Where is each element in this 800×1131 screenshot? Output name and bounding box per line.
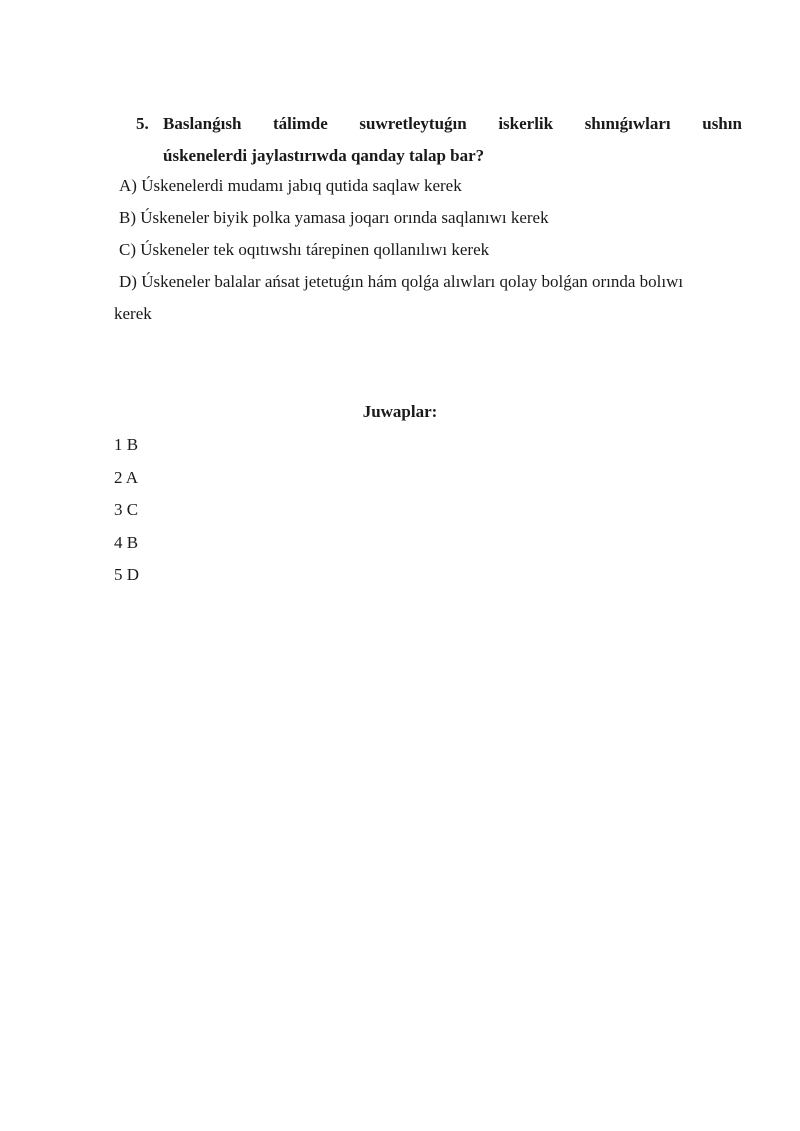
option-d bbox=[114, 266, 744, 330]
answer-options bbox=[114, 170, 744, 330]
answer-key-item: 4 B bbox=[114, 532, 139, 552]
question-word: ushın bbox=[702, 114, 742, 133]
question-number: 5. bbox=[136, 114, 149, 133]
answer-key-item: 2 A bbox=[114, 467, 139, 487]
question-words bbox=[163, 108, 742, 140]
question-word: Baslanǵısh bbox=[163, 114, 242, 133]
answer-key-list bbox=[114, 429, 139, 592]
question-line-1 bbox=[136, 108, 742, 140]
question-5 bbox=[136, 108, 742, 172]
answers-heading: Juwaplar: bbox=[362, 402, 438, 421]
option-a: A) Úskenelerdi mudamı jabıq qutida saqlaw kerek bbox=[119, 176, 462, 195]
option-b: B) Úskeneler biyik polka yamasa joqarı orında saqlanıwı kerek bbox=[119, 208, 549, 227]
question-word: tálimde bbox=[273, 114, 328, 133]
answer-key-item: 1 B bbox=[114, 435, 139, 454]
option-d-line-1: D) Úskeneler balalar ańsat jetetuǵın hám qolǵa alıwları qolay bolǵan orında bolıwı bbox=[119, 272, 684, 291]
question-word: suwretleytuǵın bbox=[359, 114, 467, 133]
option-d-line-2: kerek bbox=[114, 304, 152, 323]
question-line-2: úskenelerdi jaylastırıwda qanday talap bar? bbox=[163, 146, 485, 165]
question-word: shınıǵıwları bbox=[584, 114, 671, 133]
answer-key-item: 3 C bbox=[114, 500, 139, 519]
answer-key-item: 5 D bbox=[114, 565, 140, 584]
option-c: C) Úskeneler tek oqıtıwshı tárepinen qollanılıwı kerek bbox=[119, 240, 490, 259]
question-word: iskerlik bbox=[498, 114, 554, 133]
